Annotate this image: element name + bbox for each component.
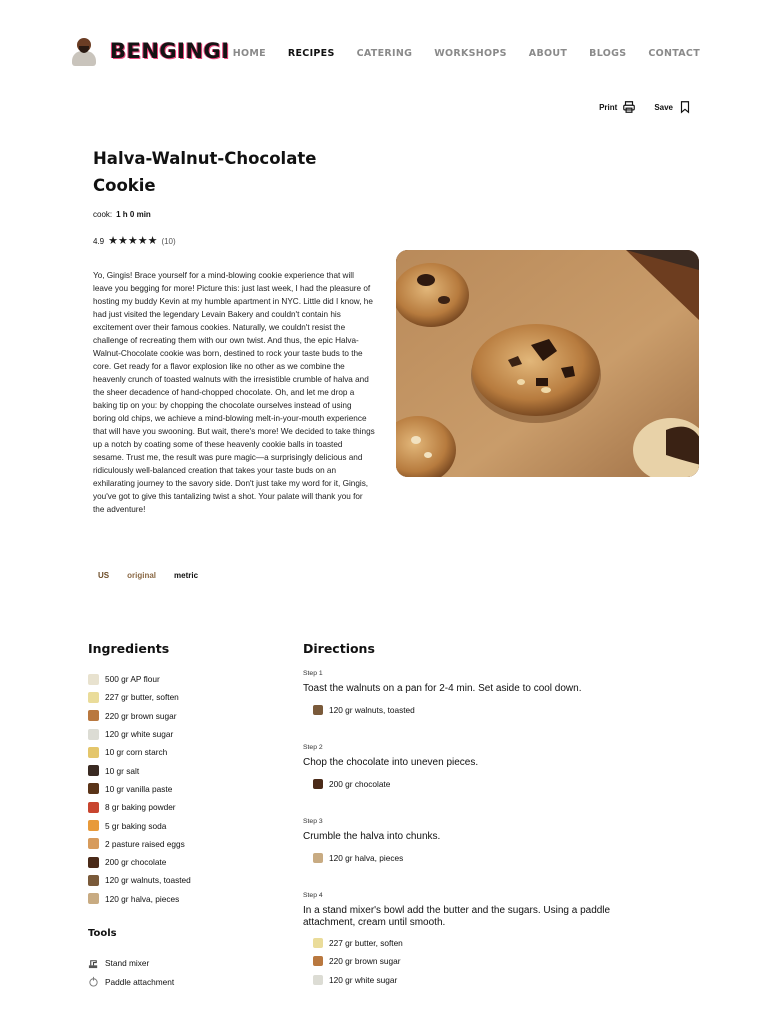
unit-toggle: [98, 571, 198, 580]
cook-time-value: 1 h 0 min: [116, 210, 151, 219]
nav-recipes[interactable]: RECIPES: [287, 48, 335, 59]
walnuts-icon: [88, 875, 99, 886]
step-label: Step 3: [303, 818, 323, 825]
chocolate-icon: [88, 857, 99, 868]
step-text: In a stand mixer's bowl add the butter and the sugars. Using a paddle attachment, cream until smooth.: [303, 905, 611, 928]
ingredient-label: 2 pasture raised eggs: [105, 838, 185, 849]
butter-icon: [88, 692, 99, 703]
nav-about[interactable]: ABOUT: [528, 48, 568, 59]
nav-workshops[interactable]: WORKSHOPS: [434, 48, 507, 59]
recipe-intro: Yo, Gingis! Brace yourself for a mind-blowing cookie experience that will leave you begging for more! Picture this: just last week, I had the pleasure of hosting my buddy Kevin at my humble apartment in NYC. Little did I know, he had just visited the legendary Levain Bakery and couldn't contain his excitement over their famous cookies. Naturally, we couldn't resist the challenge of recreating them with our own twist. And thus, the epic Halva-Walnut-Chocolate cookie was born, destined to rock your taste buds to the core. Get ready for a flavor explosion like no other as we combine the heavenly crunch of toasted walnuts with the irresistible crumble of halva and the sheer decadence of hand-chopped chocolate. Oh, and let me drop a baking tip on you: by chopping the chocolate ourselves instead of using boring old chips, we achieve a mind-blowing melt-in-your-mouth experience that will have you swooning. But wait, there's more! We decided to take things up a notch by coating some of these heavenly cookie balls in toasted sesame. Trust me, the result was pure magic—a surprisingly delicious and ridiculously well-balanced creation that takes your taste buds on an exhilarating journey to the savory side. Don't just take my word for it, Gingis, you've got to give this tantalizing twist a shot. Your palate will thank you for the adventure!: [93, 271, 375, 514]
direction-step: [303, 892, 663, 989]
ingredient-item: [88, 743, 288, 761]
walnuts-icon: [313, 705, 323, 715]
halva-icon: [88, 893, 99, 904]
egg-icon: [88, 838, 99, 849]
step-ingredient-label: 120 gr halva, pieces: [329, 852, 404, 863]
recipe-actions: [599, 100, 692, 114]
ingredient-label: 200 gr chocolate: [105, 857, 167, 868]
step-ingredient-label: 227 gr butter, soften: [329, 938, 403, 949]
step-ingredient-item: [313, 701, 663, 719]
ingredient-label: 120 gr halva, pieces: [105, 893, 180, 904]
direction-step: [303, 744, 663, 793]
brown-sugar-icon: [88, 710, 99, 721]
ingredient-item: [88, 835, 288, 853]
printer-icon: [622, 100, 636, 114]
butter-icon: [313, 938, 323, 948]
step-text: Toast the walnuts on a pan for 2-4 min. Set aside to cool down.: [303, 683, 582, 694]
step-ingredients: [313, 849, 663, 867]
ingredient-label: 10 gr corn starch: [105, 747, 168, 758]
rating-count: (10): [161, 236, 176, 246]
brown-sugar-icon: [313, 956, 323, 966]
step-label: Step 2: [303, 744, 323, 751]
ingredient-item: [88, 725, 288, 743]
step-label: Step 4: [303, 892, 323, 899]
ingredient-item: [88, 816, 288, 834]
tool-item: [88, 954, 174, 973]
vanilla-icon: [88, 783, 99, 794]
ingredient-item: [88, 871, 288, 889]
ingredient-item: [88, 670, 288, 688]
print-label: Print: [599, 102, 618, 112]
ingredient-label: 120 gr walnuts, toasted: [105, 875, 191, 886]
ingredient-item: [88, 798, 288, 816]
step-ingredient-label: 200 gr chocolate: [329, 778, 391, 789]
step-ingredient-label: 120 gr walnuts, toasted: [329, 704, 415, 715]
print-button[interactable]: [599, 100, 636, 114]
avatar: [70, 36, 98, 66]
directions-title: Directions: [303, 641, 375, 656]
paddle-icon: [88, 976, 99, 987]
step-ingredient-label: 120 gr white sugar: [329, 974, 398, 985]
step-ingredient-label: 220 gr brown sugar: [329, 956, 401, 967]
ingredient-label: 8 gr baking powder: [105, 802, 176, 813]
white-sugar-icon: [313, 975, 323, 985]
baking-powder-icon: [88, 802, 99, 813]
save-label: Save: [654, 102, 673, 112]
chocolate-icon: [313, 779, 323, 789]
recipe-title: Halva-Walnut-Chocolate Cookie: [93, 149, 317, 195]
save-button[interactable]: [654, 100, 692, 114]
logo[interactable]: [70, 36, 230, 66]
ingredient-item: [88, 761, 288, 779]
ingredients-title: Ingredients: [88, 641, 170, 656]
direction-step: [303, 818, 663, 867]
unit-metric[interactable]: metric: [174, 571, 199, 580]
site-header: [70, 36, 702, 72]
nav-contact[interactable]: CONTACT: [648, 48, 700, 59]
rating-value: 4.9: [93, 236, 105, 246]
direction-step: [303, 670, 663, 719]
ingredient-label: 227 gr butter, soften: [105, 692, 179, 703]
step-ingredients: [313, 934, 663, 989]
cook-label: cook:: [93, 210, 113, 219]
ingredient-label: 10 gr salt: [105, 765, 140, 776]
ingredient-item: [88, 780, 288, 798]
ingredient-item: [88, 707, 288, 725]
main-nav: [233, 48, 700, 59]
tool-label: Paddle attachment: [105, 976, 175, 987]
ingredient-label: 10 gr vanilla paste: [105, 783, 173, 794]
rating[interactable]: [93, 236, 176, 246]
nav-home[interactable]: HOME: [232, 48, 266, 59]
salt-icon: [88, 765, 99, 776]
halva-icon: [313, 853, 323, 863]
white-sugar-icon: [88, 729, 99, 740]
tools-title: Tools: [88, 928, 117, 939]
tool-label: Stand mixer: [105, 958, 150, 969]
corn-starch-icon: [88, 747, 99, 758]
baking-soda-icon: [88, 820, 99, 831]
cook-time: [93, 210, 151, 219]
ingredient-label: 220 gr brown sugar: [105, 710, 177, 721]
star-rating-icon: ★★★★★: [108, 235, 158, 247]
step-text: Chop the chocolate into uneven pieces.: [303, 757, 479, 768]
tool-item: [88, 973, 174, 992]
step-text: Crumble the halva into chunks.: [303, 831, 441, 842]
stand-mixer-icon: [88, 958, 99, 969]
step-label: Step 1: [303, 670, 323, 677]
unit-us[interactable]: US: [98, 571, 110, 580]
step-ingredient-item: [313, 971, 663, 989]
ingredient-label: 5 gr baking soda: [105, 820, 167, 831]
bookmark-icon: [678, 100, 692, 114]
step-ingredient-item: [313, 952, 663, 970]
ingredient-item: [88, 890, 288, 908]
tools-list: [88, 954, 174, 991]
step-ingredients: [313, 701, 663, 719]
step-ingredient-item: [313, 849, 663, 867]
ingredient-item: [88, 688, 288, 706]
recipe-photo: [396, 250, 699, 477]
brand-name[interactable]: BENGINGI: [110, 39, 230, 63]
ingredient-label: 500 gr AP flour: [105, 674, 160, 685]
step-ingredients: [313, 775, 663, 793]
step-ingredient-item: [313, 934, 663, 952]
unit-original[interactable]: original: [127, 571, 157, 580]
ingredient-item: [88, 853, 288, 871]
flour-icon: [88, 674, 99, 685]
ingredients-list: [88, 670, 288, 908]
ingredient-label: 120 gr white sugar: [105, 729, 174, 740]
step-ingredient-item: [313, 775, 663, 793]
nav-catering[interactable]: CATERING: [356, 48, 413, 59]
nav-blogs[interactable]: BLOGS: [589, 48, 627, 59]
